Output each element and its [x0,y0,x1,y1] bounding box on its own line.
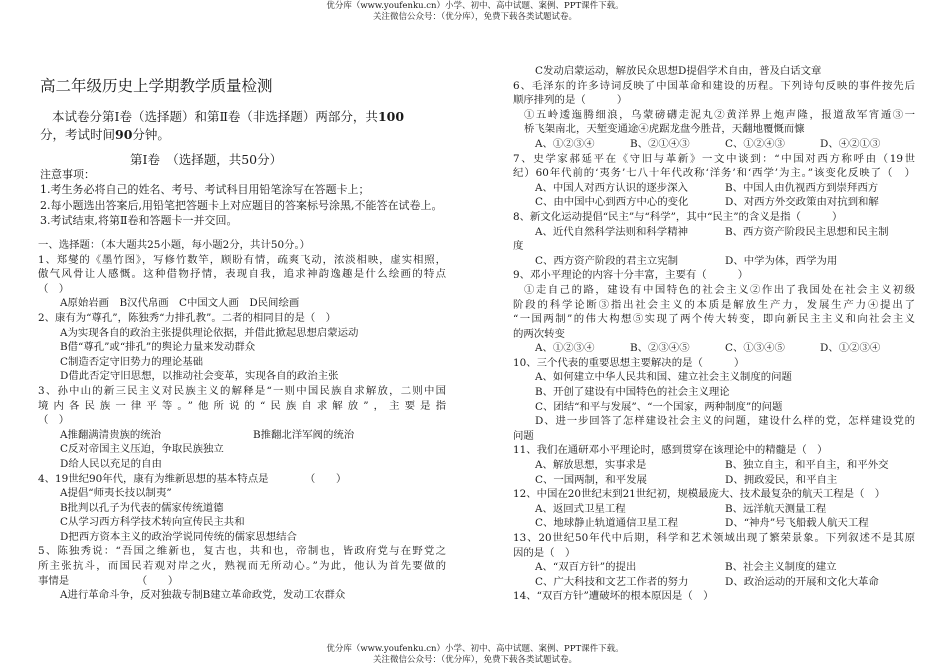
q9-point-line: 阶段的科学论断③指出社会主义的本质是解放生产力，发展生产力④提出了 [513,298,915,311]
page-footer [0,644,950,666]
q8-stem: 8、新文化运动提倡“民主”与“科学”，其中“民主”的含义是指（ ） [513,210,843,223]
q11-option-c: C、一国两制，和平发展 [535,473,647,486]
q13-option-d: D、政治运动的开展和文化大革命 [725,575,879,588]
q1-stem-line: 傲气风骨让人感慨。这种借物抒情，表现自我，追求神韵逸趣是什么绘画的特点 [38,268,446,281]
q11-option-d: D、拥政爱民，和平自主 [725,473,838,486]
q12-option-a: A、返回式卫星工程 [535,502,626,515]
q8-option-c: C、西方资产阶段的君主立宪制 [535,254,679,267]
q9-point-line: “一国两制”的伟大构想⑤实现了两个传大转变，即向新民主主义和向社会主义 [513,313,915,326]
intro-text-c: 分钟。 [132,126,170,142]
q12-option-d: D、“神舟”号飞船载人航天工程 [725,517,869,530]
q13-options-ab [513,560,915,575]
q8-option-b-cont: 度 [513,240,524,253]
section-heading: 第Ⅰ卷 （选择题，共50分） [130,152,283,167]
q9-point-line: 的两次转变 [513,327,565,340]
q1-stem-line: （ ） [38,282,70,295]
q4-stem: 4、19世纪90年代，康有为维新思想的基本特点是 （ ） [38,472,347,485]
q5-stem-line: 5、陈独秀说：“吾国之维新也，复古也，共和也，帝制也，皆政府党与在野党之 [38,545,446,558]
q9-option-c: C、①③④⑤ [725,342,785,355]
q6-stem-line: 6、毛泽东的许多诗词反映了中国革命和建设的历程。下列诗句反映的事件按先后 [513,79,915,92]
q13-stem-line: 因的是（ ） [513,546,576,559]
notes-block [40,167,450,228]
q2-option-a: A为实现各自的政治主张提供理论依据，并借此掀起思想启蒙运动 [60,326,359,339]
q6-stem-line: 顺序排列的是（ ） [513,94,628,107]
q7-option-b: B、中国人由仇视西方到崇拜西方 [725,181,879,194]
q8-option-a: A、近代自然科学法则和科学精神 [535,225,688,238]
q13-stem-line: 13、20世纪50年代中后期，科学和艺术领域出现了繁荣景象。下列叙述不是其原 [513,532,915,544]
intro-score: 100 [377,109,405,124]
q6-option-d: D、④②①③ [820,137,881,150]
q7-options-ab [513,181,915,196]
q10-option-a: A、如何建立中华人民共和国、建立社会主义制度的问题 [535,371,792,384]
q13-option-c: C、广大科技和文艺工作者的努力 [535,575,689,588]
note-item: 1.考生务必将自己的姓名、考号、考试科目用铅笔涂写在答题卡上； [40,183,370,197]
q6-poem-line: ①五岭逶迤腾细浪，乌蒙磅礴走泥丸②黄洋界上炮声隆，报道敌军宵遁③一 [524,108,915,121]
q3-option-d: D给人民以充足的自由 [60,457,162,470]
q12-option-c: C、地球静止轨道通信卫星工程 [535,517,679,530]
intro-text-a: 本试卷分第Ⅰ卷（选择题）和第Ⅱ卷（非选择题）两部分，共 [52,109,378,124]
q2-option-d: D借此否定守旧思想，以推动社会变革，实现各自的政治主张 [60,370,339,383]
q14-stem: 14、“双百方针”遭破坏的根本原因是（ ） [513,590,714,603]
note-item: 3.考试结束,将第Ⅱ卷和答题卡一并交回。 [40,213,238,227]
q2-option-b: B借“尊孔”或“排孔”的舆论力量来发动群众 [60,341,256,354]
q13-options-cd [513,575,915,590]
q6-options [513,137,915,152]
q10-option-b: B、开创了建设有中国特色的社会主义理论 [535,386,730,399]
q9-point-line: ①走自己的路，建设有中国特色的社会主义②作出了我国处在社会主义初级 [524,283,915,296]
q11-stem: 11、我们在通研邓小平理论时，感到贯穿在该理论中的精髓是（ ） [513,444,828,457]
q7-option-a: A、中国人对西方认识的逐步深入 [535,181,688,194]
header-line-1: 优分库（www.youfenku.cn）小学、初中、高中试题、案例、PPT课件下载。 [326,1,624,11]
exam-title: 高二年级历史上学期教学质量检测 [40,77,273,95]
q8-option-d: D、中学为体，西学为用 [725,254,838,267]
q6-option-c: C、①②④③ [725,137,785,150]
part-heading: 一、选择题：（本大题共25小题，每小题2分，共计50分。） [38,239,311,251]
q6-option-b: B、②①④③ [630,137,690,150]
q2-option-c: C制造否定守旧势力的理论基础 [60,355,204,368]
q10-option-d: D、进一步回答了怎样建设社会主义的问题，建设什么样的党，怎样建设党的 [535,415,915,428]
notes-title: 注意事项： [40,168,95,181]
footer-line-1: 优分库（www.youfenku.cn）小学、初中、高中试题、案例、PPT课件下载。 [326,644,624,654]
q3-stem-line: 境内各民族一律平等。”他所说的“民族自求解放”，主要是指 [38,399,446,412]
intro-text-b: 分，考试时间 [40,126,116,142]
q11-option-b: B、独立自主，和平自主，和平外交 [725,459,889,472]
q3-option-c: C反对帝国主义压迫，争取民族独立 [60,443,224,456]
left-column [38,238,446,603]
q7-stem-line: 纪）60年代前的‘夷务’七八十年代改称‘洋务’和‘西学’为主。”该变化反映了（ ） [513,167,915,180]
q12-options-cd [513,516,915,531]
q7-option-d: D、对西方外交政策由对抗到和解 [725,196,879,209]
q10-stem: 10、三个代表的重要思想主要解决的是（ ） [513,356,745,369]
q9-option-d: D、①②③④ [820,342,881,355]
q6-poem-line: 桥飞架南北，天堑变通途④虎踞龙盘今胜昔，天翻地覆慨而慷 [524,123,805,136]
q5-stem-line: 事情是 （ ） [38,574,179,587]
q4-option-d: D把西方资本主义的政治学说同传统的儒家思想结合 [60,530,297,543]
q12-stem: 12、中国在20世纪末到21世纪初，规模最庞大、技术最复杂的航天工程是（ ） [513,488,886,501]
q10-option-d-cont: 问题 [513,429,534,442]
q2-stem: 2、康有为“尊孔”，陈独秀“力排孔教”。二者的相同目的是（ ） [38,311,337,324]
q3-options-ab [38,428,446,443]
q12-option-b: B、远洋航天测量工程 [725,502,827,515]
q8-options-cd [513,254,915,269]
q4-option-c: C从学习西方科学技术转向宣传民主共和 [60,516,245,529]
intro-time: 90 [115,126,133,142]
q1-options: A原始岩画 B汉代帛画 C中国文人画 D民间绘画 [60,297,300,310]
q7-options-cd [513,195,915,210]
q9-stem: 9、邓小平理论的内容十分丰富，主要有（ ） [513,269,749,282]
q9-options [513,341,915,356]
q13-option-b: B、社会主义制度的建立 [725,561,837,574]
q11-options-ab [513,458,915,473]
q5-stem-line: 所主张抗斗，而国民若观对岸之火，熟视而无所动心。”为此，他认为首先要做的 [38,560,446,573]
q3-stem-line: （ ） [38,414,70,427]
header-line-2: 关注微信公众号：（优分库），免费下载各类试题试卷。 [372,12,577,22]
exam-intro [40,108,440,143]
q1-stem-line: 1、郑燮的《墨竹图》，写修竹数竿，顾盼有情，疏爽飞动，浓淡相映，虚实相照， [38,253,446,266]
page-header [0,1,950,23]
note-item: 2.每小题选出答案后,用铅笔把答题卡上对应题目的答案标号涂黑,不能答在试卷上。 [40,198,443,212]
q13-option-a: A、“双百方针”的提出 [535,561,637,574]
q9-option-b: B、②③④⑤ [630,342,690,355]
q12-options-ab [513,502,915,517]
q11-options-cd [513,473,915,488]
q3-stem-line: 3、孙中山的新三民主义对民族主义的解释是“一则中国民族自求解放，二则中国 [38,384,446,397]
q5-options-cd: C发动启蒙运动，解放民众思想D提倡学术自由，普及白话文章 [535,65,822,77]
q3-option-a: A推翻满清贵族的统治 [60,428,162,441]
q9-option-a: A、①②③④ [535,342,595,355]
q7-option-c: C、由中国中心到西方中心的变化 [535,196,689,209]
q5-options-ab: A进行革命斗争，反对独裁专制B建立革命政党，发动工农群众 [60,589,346,602]
q3-option-b: B推翻北洋军阀的统治 [253,428,355,441]
q8-options-ab [513,225,915,240]
q4-option-a: A提倡“师夷长技以制夷” [60,487,172,500]
q4-option-b: B批判以孔子为代表的儒家传统道德 [60,501,224,514]
q8-option-b: B、西方资产阶段民主思想和民主制 [725,225,889,238]
q7-stem-line: 7、史学家郝延平在《守旧与革新》一文中谈到：“中国对西方称呼由（19世 [513,152,915,165]
q11-option-a: A、解放思想，实事求是 [535,459,647,472]
q10-option-c: C、团结“和平与发展”、“一个国家，两种制度”的问题 [535,400,783,413]
right-column [513,64,915,604]
q6-option-a: A、①②③④ [535,137,595,150]
footer-line-2: 关注微信公众号：（优分库），免费下载各类试题试卷。 [372,655,577,665]
